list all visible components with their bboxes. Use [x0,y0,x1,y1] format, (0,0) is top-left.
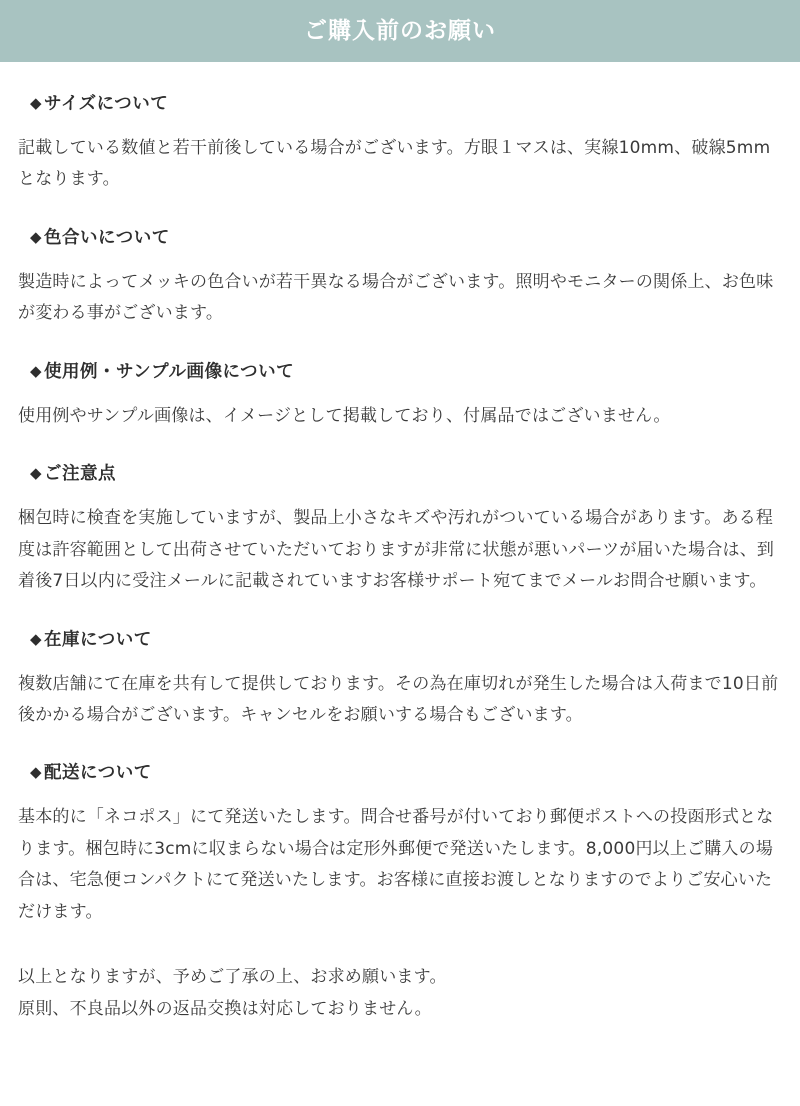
section-stock [18,626,782,732]
notice-content [0,90,800,1035]
diamond-icon: ◆ [30,464,43,483]
section-heading-label: 色合いについて [44,227,170,248]
section-heading-label: 在庫について [44,629,152,650]
section-heading [30,759,782,784]
section-heading [30,224,782,249]
section-heading-label: 使用例・サンプル画像について [44,361,295,382]
section-heading-label: 配送について [44,763,152,784]
closing-line: 原則、不良品以外の返品交換は対応しておりません。 [18,998,432,1019]
section-body: 製造時によってメッキの色合いが若干異なる場合がございます。照明やモニターの関係上、お色味が変わる事がございます。 [18,271,774,324]
section-body: 梱包時に検査を実施していますが、製品上小さなキズや汚れがついている場合があります。ある程度は許容範囲として出荷させていただいておりますが非常に状態が悪いパーツが届いた場合は、到着後7日以内に受注メールに記載されていますお客様サポート宛てまでメールお問合せ願います。 [18,508,775,592]
closing-note [18,962,782,1025]
section-shipping [18,759,782,928]
page-header [0,0,800,62]
page-title: ご購入前のお願い [304,17,496,44]
section-heading-label: ご注意点 [44,464,117,485]
diamond-icon: ◆ [30,227,43,246]
section-heading [30,626,782,651]
diamond-icon: ◆ [30,94,43,112]
diamond-icon: ◆ [30,361,43,380]
section-body: 使用例やサンプル画像は、イメージとして掲載しており、付属品ではございません。 [18,405,671,426]
closing-line: 以上となりますが、予めご了承の上、お求め願います。 [18,967,447,988]
section-heading [30,358,782,383]
section-heading-label: サイズについて [44,94,169,114]
section-color [18,224,782,330]
diamond-icon: ◆ [30,763,43,782]
section-body: 基本的に「ネコポス」にて発送いたします。問合せ番号が付いており郵便ポストへの投函形式となります。梱包時に3cmに収まらない場合は定形外郵便で発送いたします。8,000円以上ご購入の場合は、宅急便コンパクトにて発送いたします。お客様に直接お渡しとなりますのでよりご安心いただけます。 [18,807,774,922]
section-size [18,90,782,196]
section-body: 複数店舗にて在庫を共有して提供しております。その為在庫切れが発生した場合は入荷まで10日前後かかる場合がございます。キャンセルをお願いする場合もございます。 [18,673,779,725]
section-body: 記載している数値と若干前後している場合がございます。方眼１マスは、実線10mm、破線5mmとなります。 [18,138,771,190]
section-heading [30,90,782,115]
section-cautions [18,460,782,597]
diamond-icon: ◆ [30,629,43,648]
section-sample-image [18,358,782,432]
section-heading [30,460,782,485]
